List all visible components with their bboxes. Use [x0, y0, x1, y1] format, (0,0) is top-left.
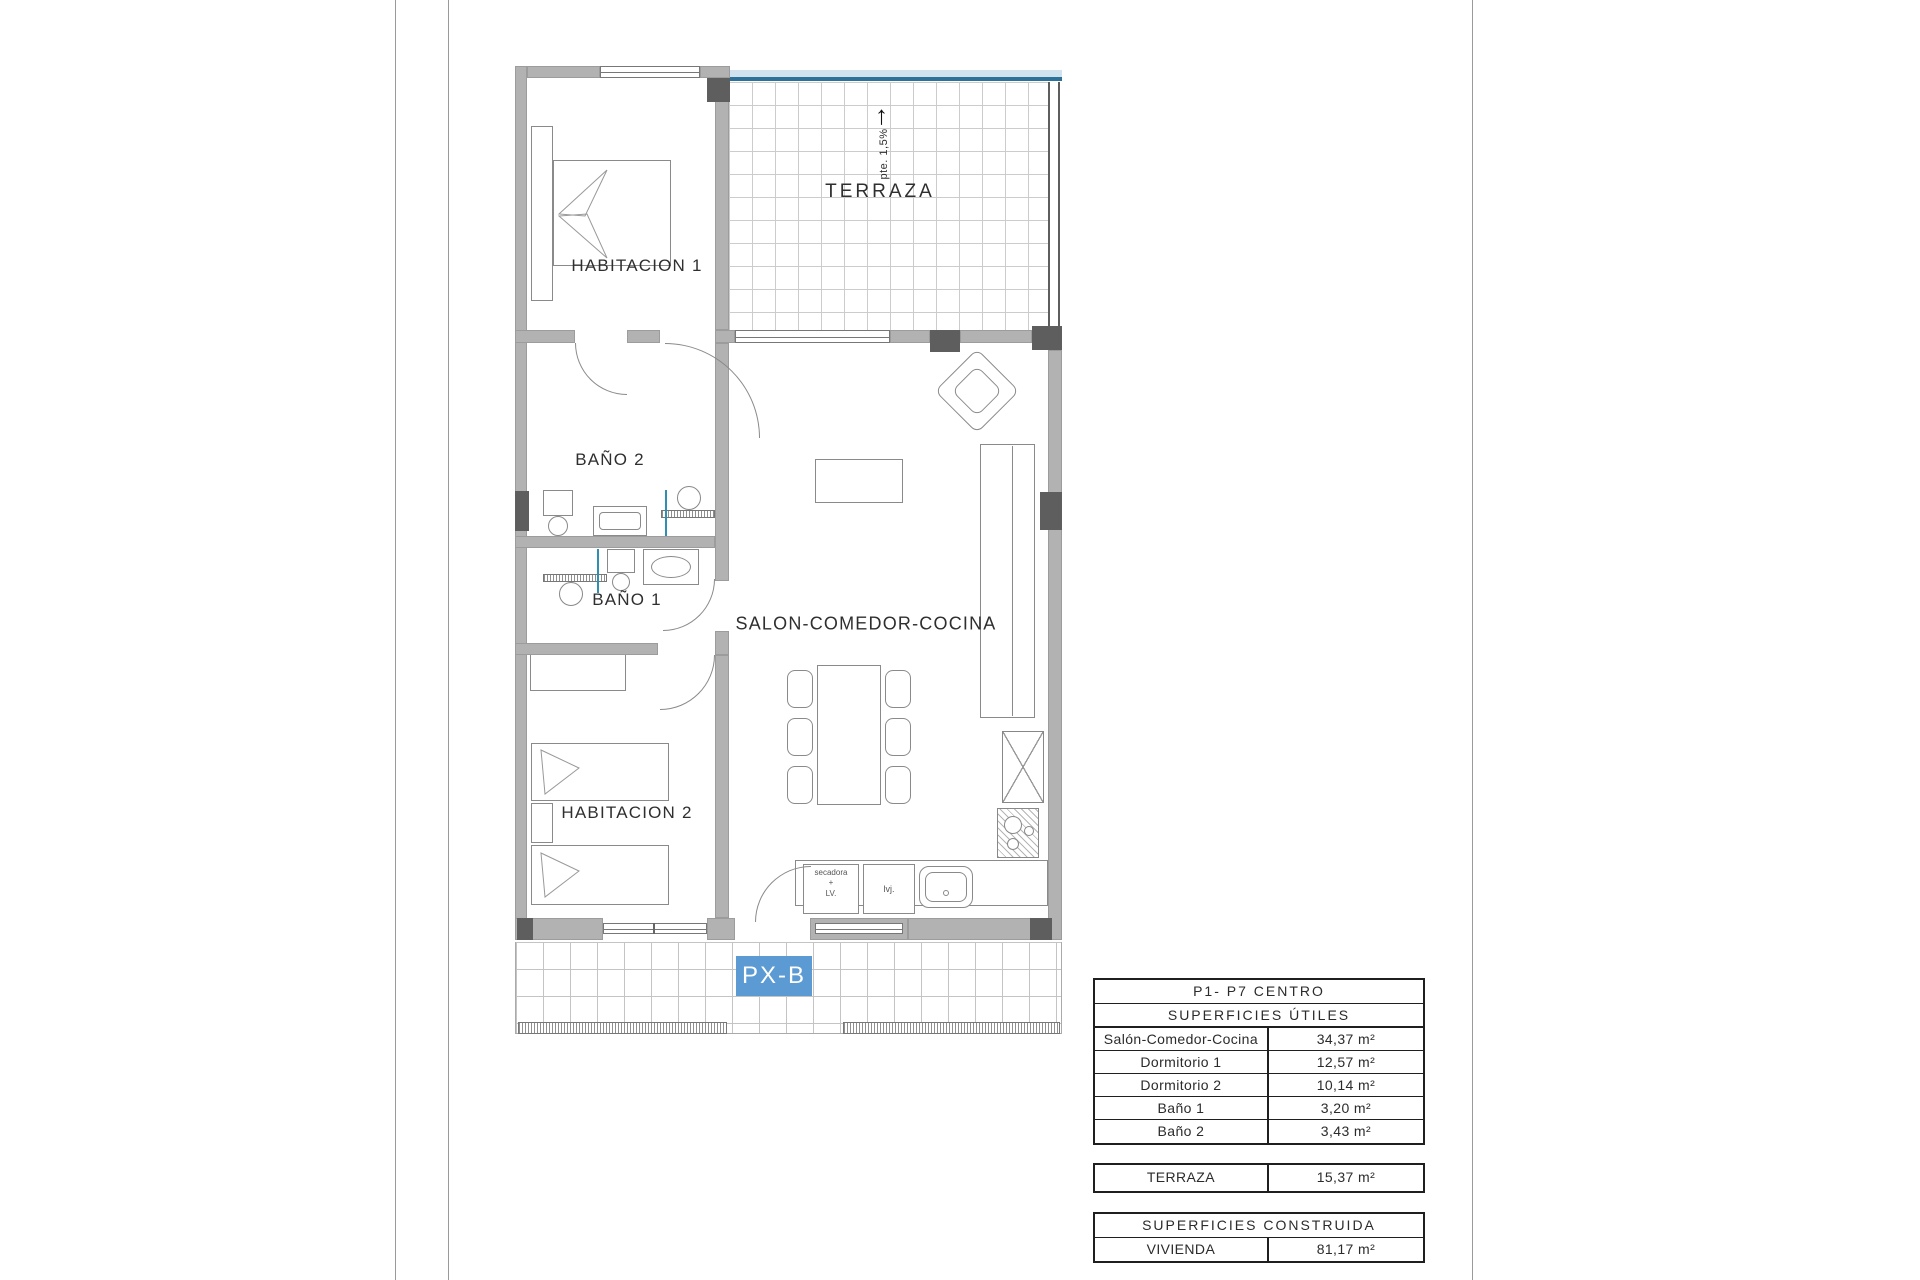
kitchen-tall-unit — [1002, 731, 1044, 803]
shower-head-bano2 — [677, 486, 701, 510]
row-label: Salón-Comedor-Cocina — [1095, 1028, 1269, 1050]
burner — [1024, 826, 1034, 836]
room-label-terraza: TERRAZA — [825, 181, 935, 202]
terraza-railing-line — [729, 77, 1062, 81]
door-arc-bano2 — [575, 343, 627, 395]
toilet-bowl-bano2 — [548, 516, 568, 536]
window-hab1 — [600, 66, 700, 78]
door-arc-hab2 — [660, 655, 715, 710]
table-row — [1095, 1074, 1423, 1097]
terraza-sliding-door — [735, 330, 890, 343]
kitchen-sink-basin — [925, 872, 967, 902]
wall — [515, 536, 715, 548]
row-label: Dormitorio 1 — [1095, 1051, 1269, 1073]
page-frame-line-right — [1472, 0, 1473, 1280]
room-label-habitacion1: HABITACION 1 — [571, 256, 703, 275]
area-table-terraza — [1093, 1163, 1425, 1193]
pillar — [517, 918, 533, 940]
table-row — [1095, 1028, 1423, 1051]
row-value: 12,57 m² — [1316, 1054, 1376, 1070]
slope-note: pte. 1,5% — [878, 128, 890, 180]
pillar — [1040, 492, 1062, 530]
wall — [515, 643, 658, 655]
table-title: SUPERFICIES CONSTRUIDA — [1095, 1214, 1423, 1238]
window-hab2 — [603, 923, 707, 934]
dining-chair — [787, 766, 813, 804]
table-row — [1095, 1097, 1423, 1120]
wall — [527, 66, 600, 78]
row-label: TERRAZA — [1095, 1165, 1269, 1191]
terraza-side-railing — [1048, 82, 1060, 326]
wall — [715, 78, 729, 330]
bed-linen-decoration — [535, 746, 583, 798]
wall — [1048, 350, 1062, 940]
table-row — [1095, 1120, 1423, 1143]
row-value: 10,14 m² — [1316, 1077, 1376, 1093]
row-label: Baño 2 — [1095, 1120, 1269, 1143]
wall — [890, 330, 930, 343]
wall — [700, 66, 730, 78]
area-table-superficies-utiles — [1093, 978, 1425, 1145]
row-label: Dormitorio 2 — [1095, 1074, 1269, 1096]
dining-table — [817, 665, 881, 805]
dining-chair — [885, 718, 911, 756]
room-label-habitacion2: HABITACION 2 — [561, 803, 693, 822]
pillar — [1030, 918, 1052, 940]
pillar — [707, 78, 730, 102]
vanity-basin-bano2 — [599, 512, 641, 530]
sink-drain — [943, 890, 949, 896]
sink-basin-bano1 — [651, 556, 691, 578]
bed-headboard-hab1 — [531, 126, 553, 301]
row-value: 3,20 m² — [1320, 1100, 1372, 1116]
toilet-bowl-bano1 — [612, 573, 630, 591]
dining-chair — [787, 718, 813, 756]
row-value: 15,37 m² — [1316, 1169, 1376, 1185]
page-frame-line-left-inner — [448, 0, 449, 1280]
table-row — [1095, 1238, 1423, 1261]
window-kitchen — [815, 923, 903, 934]
shower-screen-bano2 — [661, 510, 715, 518]
wall — [627, 330, 660, 343]
room-label-bano2: BAÑO 2 — [575, 450, 645, 469]
unit-label-text: PX-B — [741, 962, 806, 989]
room-label-bano1: BAÑO 1 — [592, 590, 662, 609]
window-mullion — [653, 923, 655, 934]
wall — [515, 330, 575, 343]
toilet-cistern-bano2 — [543, 490, 573, 516]
wall — [715, 631, 729, 655]
wall — [715, 655, 729, 918]
nightstand-hab2 — [531, 803, 553, 843]
table-subtitle: SUPERFICIES ÚTILES — [1095, 1004, 1423, 1028]
row-value: 81,17 m² — [1316, 1241, 1376, 1257]
dishwasher-label: lvj. — [883, 884, 895, 894]
washer-label-line3: LV. — [825, 888, 837, 898]
table-row — [1095, 1051, 1423, 1074]
washer-label — [805, 868, 857, 899]
table-title: P1- P7 CENTRO — [1095, 980, 1423, 1004]
sofa — [980, 444, 1035, 718]
toilet-cistern-bano1 — [607, 549, 635, 573]
area-table-construida — [1093, 1212, 1425, 1263]
wardrobe-hab2 — [530, 651, 626, 691]
shower-glass-bano2 — [665, 490, 667, 536]
shower-glass-bano1 — [597, 549, 599, 593]
floor-plan — [515, 66, 1062, 942]
porch-edge-hatch — [518, 1022, 727, 1034]
dining-chair — [885, 670, 911, 708]
door-arc-hall-salon — [665, 343, 760, 438]
burner — [1007, 838, 1019, 850]
row-label: Baño 1 — [1095, 1097, 1269, 1119]
porch-edge-hatch — [843, 1022, 1060, 1034]
dining-chair — [885, 766, 911, 804]
sofa-back-line — [1012, 446, 1013, 716]
terraza-glass-railing — [729, 70, 1062, 77]
coffee-table — [815, 459, 903, 503]
burner — [1004, 816, 1022, 834]
wall — [707, 918, 735, 940]
wall — [908, 918, 1048, 940]
bed-linen-decoration — [535, 849, 583, 901]
unit-label-badge — [736, 956, 812, 996]
room-label-salon: SALON-COMEDOR-COCINA — [735, 613, 997, 634]
bed-linen-decoration — [555, 164, 615, 262]
pillar — [515, 491, 529, 531]
row-value: 34,37 m² — [1316, 1031, 1376, 1047]
door-arc-entrance — [755, 866, 811, 922]
shower-head-bano1 — [559, 582, 583, 606]
wall — [715, 330, 735, 343]
pillar — [930, 330, 960, 352]
wall — [960, 330, 1032, 343]
washer-label-line1: secadora — [814, 868, 848, 877]
row-value: 3,43 m² — [1320, 1123, 1372, 1139]
table-row — [1095, 1165, 1423, 1191]
terraza-tile-floor — [729, 82, 1048, 330]
page-frame-line-left-outer — [395, 0, 396, 1280]
washer-label-line2: + — [828, 878, 834, 888]
row-label: VIVIENDA — [1095, 1238, 1269, 1261]
door-arc-bano1 — [663, 579, 715, 631]
slope-arrow-icon: ↑ — [875, 100, 888, 130]
dining-chair — [787, 670, 813, 708]
pillar — [1032, 326, 1062, 350]
